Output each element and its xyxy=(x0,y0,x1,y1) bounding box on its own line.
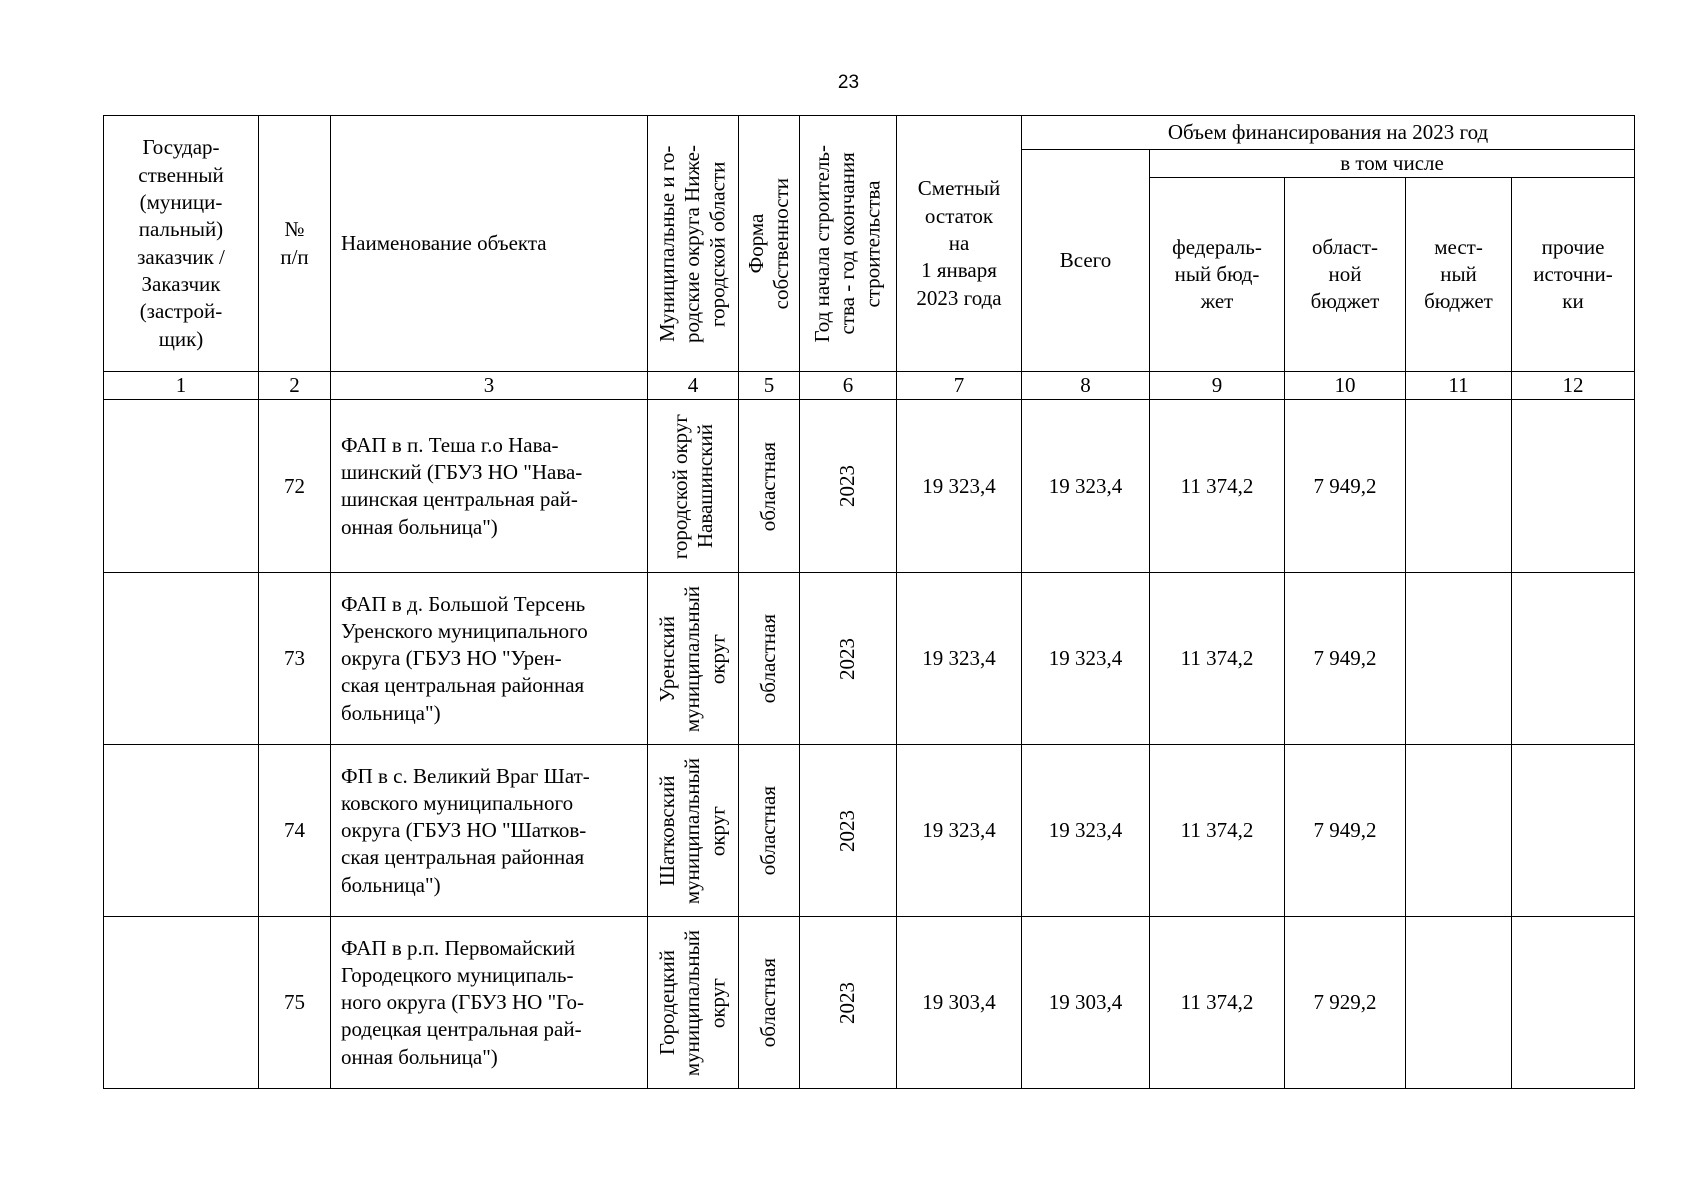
row-federal-cell: 11 374,2 xyxy=(1150,400,1285,573)
row-years-cell: 2023 xyxy=(800,917,897,1089)
row-total-cell: 19 303,4 xyxy=(1022,917,1150,1089)
row-regional-cell: 7 929,2 xyxy=(1285,917,1406,1089)
table-row xyxy=(104,917,1635,1089)
text-line: округ xyxy=(705,805,730,856)
header-funding: Объем финансирования на 2023 год xyxy=(1022,116,1635,150)
header-municipality xyxy=(648,116,739,372)
text-line: бюджет xyxy=(1424,289,1493,314)
row-local-cell xyxy=(1406,400,1512,573)
row-customer-cell xyxy=(104,573,259,745)
text-line: Городецкий xyxy=(655,950,680,1056)
row-index-cell: 72 xyxy=(259,400,331,573)
text-line: ственный xyxy=(138,162,224,187)
text-line: округа (ГБУЗ НО "Шатков- xyxy=(341,818,587,843)
text-line: заказчик / xyxy=(137,244,225,269)
row-regional-cell: 7 949,2 xyxy=(1285,400,1406,573)
row-local-cell xyxy=(1406,745,1512,917)
header-index xyxy=(259,116,331,372)
text-line: ковского муниципального xyxy=(341,790,574,815)
row-years-cell: 2023 xyxy=(800,573,897,745)
text-line: родские округа Ниже- xyxy=(680,144,705,343)
row-total-cell: 19 323,4 xyxy=(1022,745,1150,917)
text-line: округа (ГБУЗ НО "Урен- xyxy=(341,646,562,671)
text-line: больница") xyxy=(341,872,441,897)
text-line: городской области xyxy=(705,160,730,327)
row-customer-cell xyxy=(104,400,259,573)
row-federal-cell: 11 374,2 xyxy=(1150,917,1285,1089)
row-object-name-cell xyxy=(331,745,648,917)
row-balance-cell: 19 323,4 xyxy=(897,400,1022,573)
text-line: шинский (ГБУЗ НО "Нава- xyxy=(341,460,583,484)
text-line: 2023 года xyxy=(916,285,1002,310)
text-line: ства - год окончания xyxy=(835,152,860,335)
text-line: округ xyxy=(705,633,730,684)
header-ownership xyxy=(739,116,800,372)
row-other-cell xyxy=(1512,745,1635,917)
row-ownership-cell: областная xyxy=(739,745,800,917)
header-balance xyxy=(897,116,1022,372)
row-ownership-cell: областная xyxy=(739,573,800,745)
column-number-cell: 11 xyxy=(1406,372,1512,400)
column-numbers xyxy=(104,372,1635,400)
table-header xyxy=(104,116,1635,372)
row-local-cell xyxy=(1406,573,1512,745)
column-number-cell: 7 xyxy=(897,372,1022,400)
text-line: ская центральная районная xyxy=(341,673,585,698)
column-number-cell: 5 xyxy=(739,372,800,400)
row-years-cell: 2023 xyxy=(800,400,897,573)
table-row xyxy=(104,573,1635,745)
column-number-cell: 9 xyxy=(1150,372,1285,400)
row-municipality-cell xyxy=(648,573,739,745)
header-including: в том числе xyxy=(1150,150,1635,178)
text-line: муниципальный xyxy=(680,585,705,732)
row-ownership-cell: областная xyxy=(739,917,800,1089)
text-line: ская центральная районная xyxy=(341,845,585,870)
row-customer-cell xyxy=(104,917,259,1089)
row-object-name-cell xyxy=(331,573,648,745)
row-other-cell xyxy=(1512,573,1635,745)
financing-table xyxy=(103,115,1635,1089)
text-line: Уренский xyxy=(655,615,680,702)
table-row xyxy=(104,400,1635,573)
row-federal-cell: 11 374,2 xyxy=(1150,745,1285,917)
row-ownership-cell: областная xyxy=(739,400,800,573)
row-municipality-cell xyxy=(648,917,739,1089)
text-line: Муниципальные и го- xyxy=(655,145,680,342)
text-line: родецкая центральная рай- xyxy=(341,1017,582,1042)
row-total-cell: 19 323,4 xyxy=(1022,573,1150,745)
row-index-cell: 75 xyxy=(259,917,331,1089)
text-line: муниципальный xyxy=(680,757,705,904)
text-line: шинская центральная рай- xyxy=(341,487,578,512)
header-federal xyxy=(1150,178,1285,372)
row-municipality-cell xyxy=(648,400,739,573)
row-other-cell xyxy=(1512,400,1635,573)
text-line: федераль- xyxy=(1172,234,1262,259)
row-object-name-cell xyxy=(331,917,648,1089)
column-number-cell: 1 xyxy=(104,372,259,400)
text-line: пальный) xyxy=(138,217,224,242)
row-balance-cell: 19 323,4 xyxy=(897,745,1022,917)
text-line: област- xyxy=(1312,234,1378,259)
text-line: источни- xyxy=(1533,262,1613,287)
text-line: № xyxy=(284,217,305,242)
text-line: 1 января xyxy=(921,258,997,283)
header-years xyxy=(800,116,897,372)
row-index-cell: 73 xyxy=(259,573,331,745)
column-number-cell: 6 xyxy=(800,372,897,400)
row-total-cell: 19 323,4 xyxy=(1022,400,1150,573)
row-index-cell: 74 xyxy=(259,745,331,917)
column-number-cell: 2 xyxy=(259,372,331,400)
text-line: онная больница") xyxy=(341,1044,498,1069)
table-body xyxy=(104,400,1635,1089)
row-regional-cell: 7 949,2 xyxy=(1285,745,1406,917)
text-line: прочие xyxy=(1541,234,1605,259)
text-line: муниципальный xyxy=(680,929,705,1076)
header-other xyxy=(1512,178,1635,372)
text-line: Заказчик xyxy=(141,271,221,296)
column-number-cell: 12 xyxy=(1512,372,1635,400)
text-line: Уренского муниципального xyxy=(341,618,588,643)
row-customer-cell xyxy=(104,745,259,917)
text-line: ФП в с. Великий Враг Шат- xyxy=(341,763,590,788)
text-line: п/п xyxy=(280,244,309,269)
text-line: округ xyxy=(705,977,730,1028)
column-number-cell: 4 xyxy=(648,372,739,400)
text-line: ФАП в п. Теша г.о Нава- xyxy=(341,432,559,457)
text-line: больница") xyxy=(341,700,441,725)
header-customer xyxy=(104,116,259,372)
row-balance-cell: 19 323,4 xyxy=(897,573,1022,745)
text-line: (муници- xyxy=(139,190,223,215)
text-line: остаток xyxy=(924,203,994,228)
row-years-cell: 2023 xyxy=(800,745,897,917)
text-line: собственности xyxy=(769,177,793,310)
text-line: ФАП в р.п. Первомайский xyxy=(341,935,576,960)
text-line: онная больница") xyxy=(341,514,498,539)
text-line: ной xyxy=(1328,262,1362,287)
text-line: Сметный xyxy=(917,176,1001,201)
row-municipality-cell xyxy=(648,745,739,917)
text-line: жет xyxy=(1200,289,1234,314)
text-line: ФАП в д. Большой Терсень xyxy=(341,591,586,616)
text-line: строительства xyxy=(860,180,885,308)
column-number-cell: 3 xyxy=(331,372,648,400)
column-number-cell: 10 xyxy=(1285,372,1406,400)
header-regional xyxy=(1285,178,1406,372)
text-line: ный бюд- xyxy=(1174,262,1260,287)
text-line: ный xyxy=(1440,262,1477,287)
text-line: Городецкого муниципаль- xyxy=(341,962,574,987)
text-line: на xyxy=(948,231,970,255)
header-local xyxy=(1406,178,1512,372)
text-line: Навашинский xyxy=(693,424,717,549)
text-line: Шатковский xyxy=(655,775,680,887)
row-other-cell xyxy=(1512,917,1635,1089)
column-number-cell: 8 xyxy=(1022,372,1150,400)
text-line: бюджет xyxy=(1310,289,1380,314)
text-line: мест- xyxy=(1434,234,1483,259)
text-line: городской округ xyxy=(667,413,692,559)
row-local-cell xyxy=(1406,917,1512,1089)
header-total: Всего xyxy=(1022,150,1150,372)
text-line: ного округа (ГБУЗ НО "Го- xyxy=(341,990,584,1015)
column-number-row xyxy=(104,372,1635,400)
text-line: ки xyxy=(1562,289,1584,314)
row-balance-cell: 19 303,4 xyxy=(897,917,1022,1089)
header-object-name: Наименование объекта xyxy=(331,116,648,372)
text-line: (застрой- xyxy=(139,299,223,324)
text-line: Государ- xyxy=(142,135,220,160)
text-line: щик) xyxy=(158,326,204,351)
text-line: Форма xyxy=(743,213,768,274)
text-line: Год начала строитель- xyxy=(810,144,835,343)
row-object-name-cell xyxy=(331,400,648,573)
table-row xyxy=(104,745,1635,917)
row-regional-cell: 7 949,2 xyxy=(1285,573,1406,745)
row-federal-cell: 11 374,2 xyxy=(1150,573,1285,745)
page-number: 23 xyxy=(837,72,860,93)
